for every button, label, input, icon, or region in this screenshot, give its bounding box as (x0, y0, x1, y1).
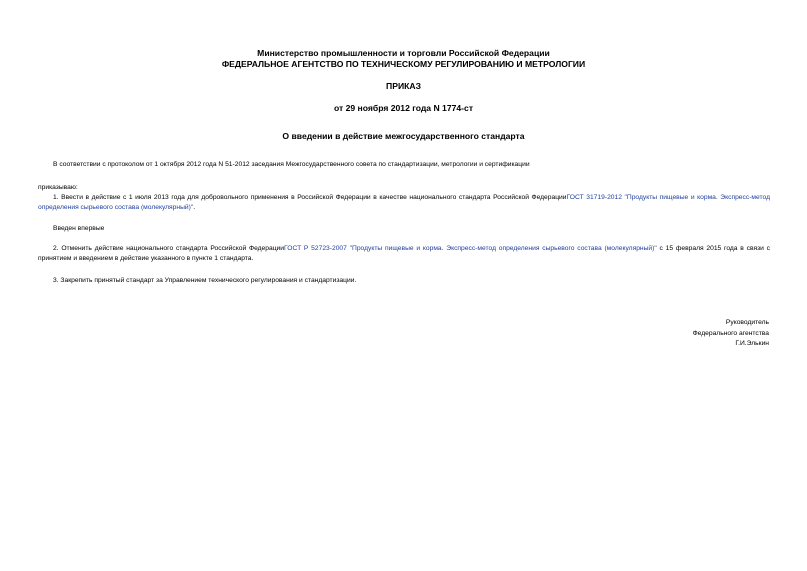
gost-r-52723-link[interactable]: ГОСТ Р 52723-2007 "Продукты пищевые и корма. Экспресс-метод определения сырьевого состава (молекулярный)" (284, 245, 657, 252)
introduction-note: Введен впервые (53, 225, 105, 232)
document-date-number: от 29 ноября 2012 года N 1774-ст (333, 103, 474, 113)
ministry-name: Министерство промышленности и торговли Российской Федерации (257, 48, 550, 58)
item-1-text: 1. Ввести в действие с 1 июля 2013 года для добровольного применения в Российской Федерации в качестве национального стандарта Российской Федерации (53, 194, 567, 201)
item-2-paragraph (38, 244, 770, 264)
gost-31719-link[interactable]: ГОСТ 31719-2012 "Продукты пищевые и корма. Экспресс-метод определения сырьевого состава (молекулярный)" (38, 194, 770, 211)
signer-position: Руководитель (725, 319, 769, 326)
preamble-paragraph: В соответствии с протоколом от 1 октября 2012 года N 51-2012 заседания Межгосударственного совета по стандартизации, метрологии и сертификации (53, 161, 530, 168)
agency-name: ФЕДЕРАЛЬНОЕ АГЕНТСТВО ПО ТЕХНИЧЕСКОМУ РЕГУЛИРОВАНИЮ И МЕТРОЛОГИИ (221, 59, 586, 69)
signer-name: Г.И.Элькин (735, 340, 769, 347)
item-3-paragraph: 3. Закрепить принятый стандарт за Управлением технического регулирования и стандартизации. (53, 277, 357, 284)
order-word: приказываю: (38, 184, 78, 191)
item-2-tail: с 15 февраля 2015 года в связи с принятием и введением в действие указанного в пункте 1 стандарта. (38, 245, 771, 262)
document-type: ПРИКАЗ (386, 81, 421, 91)
item-2-text: 2. Отменить действие национального стандарта Российской Федерации (53, 245, 285, 252)
signer-organization: Федерального агентства (692, 329, 769, 337)
item-1-paragraph (38, 193, 770, 213)
document-title: О введении в действие межгосударственного стандарта (282, 131, 525, 141)
item-1-tail: . (193, 204, 196, 211)
signature-block (693, 318, 769, 350)
